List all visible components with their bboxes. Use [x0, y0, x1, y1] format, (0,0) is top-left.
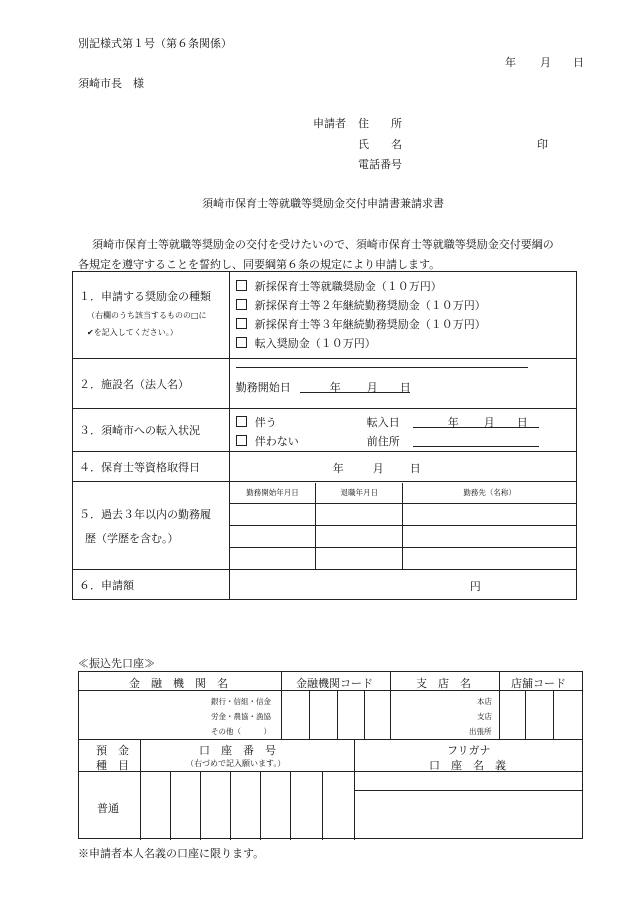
header-branch-code: 店舗コード [511, 677, 566, 690]
date-month: 月 [540, 56, 551, 69]
col-workplace: 勤務先（名称） [403, 483, 576, 504]
checkbox-icon[interactable] [236, 435, 247, 446]
date-day: 日 [573, 56, 584, 69]
row4-label: ４．保育士等資格取得日 [73, 452, 230, 482]
bank-type-2: 労金・農協・漁協 [211, 712, 271, 721]
date-year: 年 [505, 56, 516, 69]
amount-field[interactable] [229, 570, 576, 600]
form-number: 別記様式第１号（第６条関係） [78, 37, 232, 50]
footnote: ※申請者本人名義の口座に限ります。 [78, 847, 265, 860]
row-move-status [73, 409, 577, 452]
row1-label: １．申請する奨励金の種類 [79, 290, 211, 303]
applicant-address-label: 住 所 [358, 117, 402, 130]
row-incentive-type [73, 272, 577, 359]
row1-note-1: （右欄のうち該当するものの□に [87, 311, 207, 320]
branch-type-2: 支店 [477, 712, 492, 721]
day-label: 日 [516, 416, 528, 429]
history-row[interactable] [230, 504, 576, 526]
day-label: 日 [409, 462, 421, 475]
row-qualification [73, 452, 577, 482]
header-bank-code: 金融機関コード [296, 677, 373, 690]
start-date-field[interactable] [300, 392, 410, 393]
option-accompany[interactable]: 伴う [236, 414, 277, 430]
account-number-label: 口 座 番 号 [199, 744, 276, 757]
addressee: 須崎市長 様 [78, 77, 144, 90]
deposit-type-value: 普通 [97, 802, 119, 815]
option-2yr[interactable]: 新採保育士等２年継続勤務奨励金（１０万円） [236, 296, 576, 315]
seal-mark: 印 [537, 138, 548, 151]
month-label: 月 [366, 381, 378, 394]
prev-address-label: 前住所 [366, 435, 400, 448]
option-move-in[interactable]: 転入奨励金（１０万円） [236, 334, 576, 353]
row2-label: ２．施設名（法人名） [73, 359, 230, 409]
facility-name-field[interactable] [236, 367, 528, 368]
day-label: 日 [399, 381, 411, 394]
bank-type-3: その他（ ） [211, 727, 271, 736]
row6-label: ６．申請額 [73, 570, 230, 600]
row-amount [73, 570, 577, 600]
applicant-name-label: 氏 名 [358, 138, 402, 151]
header-branch-name: 支 店 名 [416, 677, 471, 690]
history-row[interactable] [230, 548, 576, 569]
row-work-history [73, 482, 577, 570]
month-label: 月 [372, 462, 384, 475]
prev-address-field[interactable] [413, 446, 539, 447]
furigana-divider [354, 790, 582, 791]
furigana-label: フリガナ [447, 744, 491, 757]
account-holder-label: 口 座 名 義 [429, 759, 506, 772]
history-table [230, 483, 576, 569]
option-new-hire[interactable]: 新採保育士等就職奨励金（１０万円） [236, 277, 576, 296]
col-end-date: 退職年月日 [316, 483, 403, 504]
applicant-phone-label: 電話番号 [358, 158, 402, 171]
branch-type-3: 出張所 [469, 727, 492, 736]
deposit-type-label-2: 種 目 [96, 759, 129, 772]
applicant-label: 申請者 [313, 117, 346, 130]
bank-account-box [78, 671, 583, 839]
checkbox-icon[interactable] [236, 416, 247, 427]
account-number-note: （右づめで記入願います。） [186, 759, 286, 768]
yen-unit: 円 [469, 580, 481, 593]
document-title: 須崎市保育士等就職等奨励金交付申請書兼請求書 [202, 197, 444, 210]
option-3yr[interactable]: 新採保育士等３年継続勤務奨励金（１０万円） [236, 315, 576, 334]
intro-line-2: 各規定を遵守することを誓約し、同要綱第６条の規定により申請します。 [78, 258, 441, 271]
move-date-label: 転入日 [366, 416, 400, 429]
year-label: 年 [329, 381, 341, 394]
option-not-accompany[interactable]: 伴わない [236, 433, 299, 449]
application-table [72, 271, 577, 600]
year-label: 年 [447, 416, 459, 429]
checkbox-icon[interactable] [236, 337, 247, 348]
checkbox-icon[interactable] [236, 299, 247, 310]
checkbox-icon[interactable] [236, 318, 247, 329]
history-row[interactable] [230, 526, 576, 548]
deposit-type-label-1: 預 金 [96, 744, 129, 757]
checkbox-icon[interactable] [236, 280, 247, 291]
header-bank-name: 金 融 機 関 名 [129, 677, 228, 690]
start-date-label: 勤務開始日 [235, 381, 291, 394]
row1-note-2: ✔を記入してください。） [87, 328, 178, 337]
row-facility [73, 359, 577, 409]
row5-label-2: 歴（学歴を含む。） [85, 531, 179, 545]
row5-label-1: ５．過去３年以内の勤務履 [79, 507, 211, 521]
col-start-date: 勤務開始年月日 [230, 483, 316, 504]
row3-label: ３．須崎市への転入状況 [73, 409, 230, 452]
intro-line-1: 須崎市保育士等就職等奨励金の交付を受けたいので、須崎市保育士等就職等奨励金交付要綱の [92, 238, 554, 251]
bank-type-1: 銀行・信組・信金 [211, 697, 271, 706]
branch-type-1: 本店 [477, 697, 492, 706]
bank-section-title: ≪振込先口座≫ [78, 657, 155, 670]
month-label: 月 [483, 416, 495, 429]
year-label: 年 [332, 462, 344, 475]
